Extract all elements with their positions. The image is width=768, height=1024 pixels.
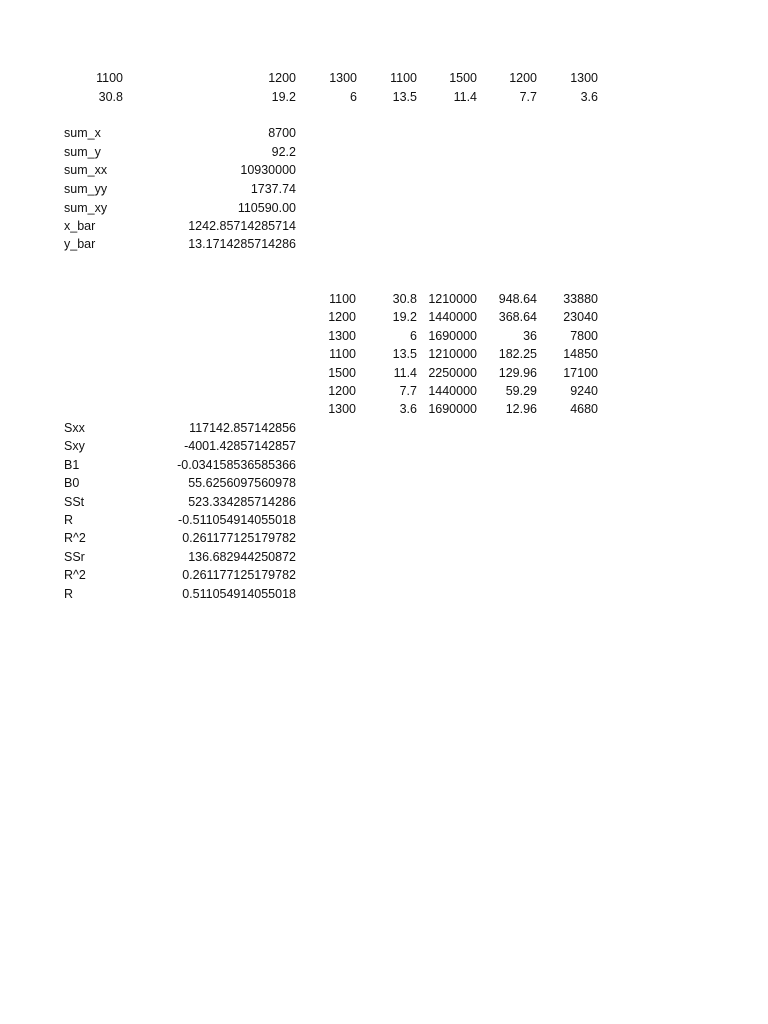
sum-value: 10930000: [240, 163, 296, 177]
x-values-row: [0, 69, 768, 87]
x-value-cell: 1500: [449, 71, 477, 85]
stat-value: 0.261177125179782: [182, 531, 296, 545]
table-cell: 2250000: [428, 366, 477, 380]
table-cell: 1210000: [428, 347, 477, 361]
table-cell: 129.96: [498, 366, 537, 380]
stat-row: [0, 419, 768, 437]
stat-label: SSr: [64, 550, 85, 564]
table-cell: 1440000: [428, 384, 477, 398]
table-cell: 1300: [328, 329, 356, 343]
x-value-cell: 1200: [509, 71, 537, 85]
table-cell: 1300: [328, 402, 356, 416]
table-cell: 948.64: [498, 292, 537, 306]
sum-label: sum_yy: [64, 182, 108, 196]
table-cell: 7800: [570, 329, 598, 343]
sum-row: [0, 161, 768, 179]
stat-row: [0, 566, 768, 584]
sum-label: sum_x: [64, 126, 101, 140]
sum-value: 92.2: [271, 145, 296, 159]
table-cell: 1690000: [428, 402, 477, 416]
stat-value: 523.334285714286: [188, 495, 296, 509]
y-value-cell: 19.2: [271, 90, 296, 104]
table-cell: 1100: [329, 292, 356, 306]
stat-row: [0, 456, 768, 474]
sum-label: sum_xx: [64, 163, 108, 177]
stat-label: Sxy: [64, 439, 85, 453]
table-cell: 30.8: [392, 292, 417, 306]
x-value-cell: 1100: [96, 71, 123, 85]
stat-value: 0.511054914055018: [182, 587, 296, 601]
stat-row: [0, 585, 768, 603]
stat-value: 136.682944250872: [188, 550, 296, 564]
sum-value: 1242.85714285714: [188, 219, 296, 233]
sum-label: sum_xy: [64, 201, 108, 215]
stat-value: -4001.42857142857: [184, 439, 296, 453]
table-cell: 4680: [570, 402, 598, 416]
table-cell: 182.25: [498, 347, 537, 361]
x-value-cell: 1200: [268, 71, 296, 85]
y-values-row: [0, 88, 768, 106]
table-cell: 1500: [328, 366, 356, 380]
table-cell: 23040: [563, 310, 598, 324]
table-cell: 13.5: [392, 347, 417, 361]
sum-row: [0, 235, 768, 253]
table-cell: 1440000: [428, 310, 477, 324]
x-value-cell: 1300: [329, 71, 357, 85]
stat-value: -0.034158536585366: [177, 458, 296, 472]
stat-row: [0, 474, 768, 492]
sum-row: [0, 199, 768, 217]
table-row: [0, 308, 768, 326]
table-cell: 6: [410, 329, 417, 343]
table-cell: 3.6: [399, 402, 417, 416]
stat-row: [0, 437, 768, 455]
table-cell: 368.64: [498, 310, 537, 324]
table-row: [0, 290, 768, 308]
sum-value: 1737.74: [250, 182, 296, 196]
table-cell: 7.7: [399, 384, 417, 398]
table-cell: 1200: [328, 384, 356, 398]
sum-row: [0, 180, 768, 198]
table-cell: 19.2: [392, 310, 417, 324]
table-cell: 1690000: [428, 329, 477, 343]
sum-label: sum_y: [64, 145, 101, 159]
table-row: [0, 345, 768, 363]
y-value-cell: 13.5: [392, 90, 417, 104]
table-cell: 1100: [329, 347, 356, 361]
stat-label: R: [64, 587, 74, 601]
table-cell: 14850: [563, 347, 598, 361]
table-cell: 12.96: [505, 402, 537, 416]
x-value-cell: 1300: [570, 71, 598, 85]
table-cell: 1200: [328, 310, 356, 324]
stat-label: B1: [64, 458, 80, 472]
stat-value: 117142.857142856: [189, 421, 296, 435]
stat-row: [0, 493, 768, 511]
y-value-cell: 6: [350, 90, 357, 104]
stat-label: SSt: [64, 495, 85, 509]
stat-value: -0.511054914055018: [178, 513, 296, 527]
table-cell: 9240: [570, 384, 598, 398]
table-cell: 36: [523, 329, 537, 343]
stat-label: R^2: [64, 568, 86, 582]
stat-label: R^2: [64, 531, 86, 545]
stat-value: 55.6256097560978: [188, 476, 296, 490]
stat-row: [0, 548, 768, 566]
stat-value: 0.261177125179782: [182, 568, 296, 582]
sum-row: [0, 143, 768, 161]
y-value-cell: 3.6: [580, 90, 598, 104]
sum-value: 110590.00: [237, 201, 296, 215]
x-value-cell: 1100: [390, 71, 417, 85]
sum-value: 13.1714285714286: [188, 237, 296, 251]
y-value-cell: 7.7: [519, 90, 537, 104]
table-cell: 1210000: [428, 292, 477, 306]
stat-label: R: [64, 513, 74, 527]
stat-row: [0, 511, 768, 529]
table-row: [0, 382, 768, 400]
stat-label: B0: [64, 476, 80, 490]
table-row: [0, 400, 768, 418]
table-cell: 17100: [563, 366, 598, 380]
sum-row: [0, 124, 768, 142]
table-cell: 59.29: [505, 384, 537, 398]
sum-row: [0, 217, 768, 235]
table-row: [0, 364, 768, 382]
sum-label: y_bar: [64, 237, 96, 251]
y-value-cell: 11.4: [453, 90, 477, 104]
table-cell: 33880: [563, 292, 598, 306]
sum-label: x_bar: [64, 219, 96, 233]
y-value-cell: 30.8: [98, 90, 123, 104]
table-cell: 11.4: [393, 366, 417, 380]
stat-row: [0, 529, 768, 547]
stat-label: Sxx: [64, 421, 85, 435]
table-row: [0, 327, 768, 345]
sum-value: 8700: [268, 126, 296, 140]
